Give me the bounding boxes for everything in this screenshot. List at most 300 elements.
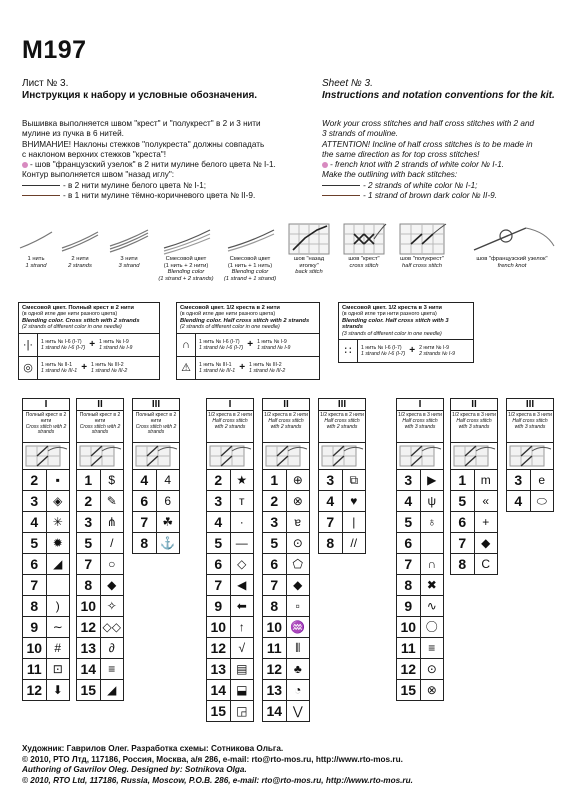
chart-symbol: ⬇ xyxy=(52,683,63,697)
chart-symbol: ⦀ xyxy=(295,641,301,655)
key-row xyxy=(451,533,497,554)
key-column xyxy=(76,398,124,701)
key-column xyxy=(396,398,444,701)
blend-box xyxy=(338,302,474,363)
blend-thread-b-en: 2 strands № I-9 xyxy=(419,351,455,358)
key-row xyxy=(397,554,443,575)
blend-note-ru: (в одной игле две нити разного цвета) xyxy=(22,311,118,318)
legend-label-ru: шов "назад иголку" xyxy=(293,256,325,269)
blend-symbol: ⚠ xyxy=(177,357,196,379)
key-row xyxy=(23,533,69,554)
color-number: 7 xyxy=(77,554,101,574)
line-en: 3 strands of mouline. xyxy=(322,129,399,139)
chart-symbol: ▤ xyxy=(236,662,248,676)
key-column xyxy=(206,398,254,722)
chart-symbol: ) xyxy=(55,599,60,613)
legend-label-ru: Смесовой цвет xyxy=(229,256,271,262)
color-number: 3 xyxy=(397,470,421,490)
chart-symbol: ♥ xyxy=(350,494,358,508)
chart-symbol: ◔ xyxy=(294,683,302,697)
key-header-en: Half cross stitch with 3 strands xyxy=(512,417,548,430)
stitch-diagram-icon xyxy=(451,443,497,470)
color-number: 7 xyxy=(263,575,287,595)
chart-symbol: ♁ xyxy=(427,515,437,529)
legend-label-ru: Смесовой цвет xyxy=(165,256,207,262)
chart-symbol: ɐ xyxy=(294,515,302,529)
palette-roman: II xyxy=(263,399,309,411)
chart-symbol: ⊙ xyxy=(426,662,437,676)
color-number: 5 xyxy=(263,533,287,553)
key-column-header xyxy=(23,411,69,443)
color-number: 9 xyxy=(397,596,421,616)
stitch-diagram-icon xyxy=(263,443,309,470)
blend-note-ru: (в одной игле две нити разного цвета) xyxy=(180,311,276,318)
key-header-en: Half cross stitch with 3 strands xyxy=(456,417,492,430)
key-row xyxy=(263,491,309,512)
french-knot-icon xyxy=(22,162,28,168)
backstitch-brown-icon xyxy=(322,195,360,196)
color-number: 10 xyxy=(207,617,231,637)
chart-symbol: ⊡ xyxy=(52,662,63,676)
key-row xyxy=(397,680,443,700)
key-column xyxy=(132,398,180,554)
chart-symbol: ⊕ xyxy=(292,473,303,487)
palette-roman: II xyxy=(77,399,123,411)
blend-title-en: Blending color. Cross stitch with 2 strands xyxy=(22,317,140,324)
key-row xyxy=(207,659,253,680)
color-number: 3 xyxy=(319,470,343,490)
key-row xyxy=(207,554,253,575)
key-row xyxy=(397,512,443,533)
backstitch-brown-icon xyxy=(22,195,60,196)
color-number: 15 xyxy=(397,680,421,700)
chart-symbol: ∂ xyxy=(108,641,115,655)
blend-title-en: Blending color. Half cross stitch with 3 strands xyxy=(342,317,449,331)
key-row xyxy=(319,512,365,533)
color-number: 13 xyxy=(207,659,231,679)
chart-symbol: ✖ xyxy=(426,578,437,592)
color-number: 4 xyxy=(397,491,421,511)
legend-label-en: french knot xyxy=(497,262,527,269)
color-number: 11 xyxy=(23,659,47,679)
key-column xyxy=(318,398,366,554)
key-row xyxy=(77,491,123,512)
color-number: 12 xyxy=(77,617,101,637)
line-ru: мулине из пучка в 6 нитей. xyxy=(22,129,124,139)
chart-symbol: « xyxy=(482,494,490,508)
key-row xyxy=(23,491,69,512)
color-number: 6 xyxy=(207,554,231,574)
color-number: 12 xyxy=(397,659,421,679)
color-number: 1 xyxy=(77,470,101,490)
color-number: 13 xyxy=(263,680,287,700)
key-row xyxy=(77,554,123,575)
french-knot-icon xyxy=(466,222,558,256)
color-number: 7 xyxy=(451,533,475,553)
color-number: 2 xyxy=(23,470,47,490)
key-column-header xyxy=(77,411,123,443)
color-number: 4 xyxy=(133,470,157,490)
legend-french-knot xyxy=(466,222,558,269)
color-number: 14 xyxy=(207,680,231,700)
knot-note-en: - french knot with 2 strands of white color № I-1. xyxy=(330,160,505,170)
stitch-diagram-icon xyxy=(397,443,443,470)
key-row xyxy=(263,701,309,721)
key-header-en: Half cross stitch with 2 strands xyxy=(268,417,304,430)
chart-symbol: ♒ xyxy=(290,620,306,634)
chart-symbol: — xyxy=(235,536,248,550)
palette-roman: II xyxy=(451,399,497,411)
line-en: ATTENTION! Incline of half cross stitches is to be made in xyxy=(322,139,533,149)
key-row xyxy=(319,533,365,553)
key-column-header xyxy=(507,411,553,443)
key-row xyxy=(77,596,123,617)
color-number: 6 xyxy=(133,491,157,511)
key-row xyxy=(77,617,123,638)
color-number: 7 xyxy=(397,554,421,574)
color-number: 10 xyxy=(397,617,421,637)
blend-thread-b: 1 нить № I-9 xyxy=(257,338,287,345)
color-number: 12 xyxy=(207,638,231,658)
legend-label-en: (1 strand + 1 strand) xyxy=(223,275,277,282)
key-row xyxy=(263,575,309,596)
blend-row xyxy=(19,334,159,357)
key-row xyxy=(207,512,253,533)
blend-box xyxy=(176,302,320,380)
thread-icon xyxy=(18,222,54,256)
key-row xyxy=(77,470,123,491)
color-number: 3 xyxy=(23,491,47,511)
line-ru: Вышивка выполняется швом "крест" и "полукрест" в 2 и 3 нити xyxy=(22,119,261,128)
key-row xyxy=(451,512,497,533)
key-row xyxy=(77,512,123,533)
key-row xyxy=(133,512,179,533)
key-header-ru: Полный крест в 2 нити xyxy=(79,412,121,424)
key-row xyxy=(23,659,69,680)
sheet-number-ru: Лист № 3. xyxy=(22,78,69,89)
color-number: 2 xyxy=(263,491,287,511)
key-row xyxy=(77,575,123,596)
chart-symbol: ★ xyxy=(236,473,248,487)
key-row xyxy=(319,470,365,491)
color-number: 8 xyxy=(397,575,421,595)
blend-thread-b-en: 1 strand № III-2 xyxy=(91,367,128,374)
copyright-en: © 2010, RTO Ltd, 117186, Russia, Moscow, P.O.B. 286, e-mail: rto@rto-mos.ru, http://www.rto-mos.ru. xyxy=(22,775,413,785)
key-column-header xyxy=(133,411,179,443)
chart-symbol: ∿ xyxy=(426,599,437,613)
legend-label-en: 2 strands xyxy=(68,262,92,269)
key-row xyxy=(507,470,553,491)
key-row xyxy=(451,491,497,512)
legend-label-ru: 1 нить xyxy=(27,256,45,262)
chart-symbol: ⬠ xyxy=(292,557,303,571)
color-number: 4 xyxy=(319,491,343,511)
color-number: 10 xyxy=(263,617,287,637)
blend-title-en: Blending color. Half cross stitch with 2 strands xyxy=(180,317,310,324)
plus-icon: + xyxy=(89,338,96,350)
chart-symbol: т xyxy=(239,494,245,508)
chart-symbol: ≡ xyxy=(108,662,116,676)
color-number: 3 xyxy=(77,512,101,532)
key-row xyxy=(77,533,123,554)
key-row xyxy=(23,596,69,617)
blend-note-en: (3 strands of different color in one needle) xyxy=(342,330,442,337)
chart-symbol: ψ xyxy=(427,494,437,508)
color-number: 13 xyxy=(77,638,101,658)
key-header-ru: 1/2 креста в 2 нити xyxy=(264,412,308,418)
key-row xyxy=(207,470,253,491)
key-row xyxy=(451,470,497,491)
legend-label-en: half cross stitch xyxy=(402,262,442,269)
chart-symbol: ◇◇ xyxy=(102,620,121,634)
legend-label-en: 1 strand xyxy=(25,262,47,269)
blend-title-ru: Смесовой цвет. 1/2 креста в 2 нити xyxy=(180,305,280,311)
color-number: 9 xyxy=(23,617,47,637)
credits-en: Authoring of Gavrilov Oleg. Designed by: Sotnikova Olga. xyxy=(22,765,247,774)
color-number: 1 xyxy=(263,470,287,490)
backstitch-2-ru: - в 1 нити мулине тёмно-коричневого цвета № II-9. xyxy=(63,191,256,201)
color-number: 7 xyxy=(133,512,157,532)
blend-thread-b-en: 1 strand № I-9 xyxy=(99,344,133,351)
chart-symbol: | xyxy=(352,515,356,529)
legend-label-ru: 3 нити xyxy=(120,256,138,262)
color-number: 6 xyxy=(23,554,47,574)
key-row xyxy=(397,617,443,638)
color-number: 12 xyxy=(23,680,47,700)
color-number: 10 xyxy=(77,596,101,616)
stitch-diagram-icon xyxy=(77,443,123,470)
chart-symbol xyxy=(47,575,70,595)
blend-thread-a: 1 нить № III-1 xyxy=(199,361,232,368)
legend-half-cross-stitch xyxy=(396,222,448,269)
key-row xyxy=(207,575,253,596)
color-number: 5 xyxy=(207,533,231,553)
key-row xyxy=(207,491,253,512)
legend-1-strand xyxy=(18,222,54,269)
key-row xyxy=(263,512,309,533)
key-row xyxy=(397,638,443,659)
legend-label-en: 3 strand xyxy=(118,262,140,269)
key-row xyxy=(263,470,309,491)
blend-thread-a-en: 1 strand № I-6 (I-7) xyxy=(41,344,86,351)
key-row xyxy=(397,659,443,680)
key-row xyxy=(263,533,309,554)
chart-symbol: ○ xyxy=(108,557,116,571)
legend-label-en: back stitch xyxy=(295,269,323,275)
chart-symbol: ⧉ xyxy=(349,473,359,487)
legend-label-en: Blending color xyxy=(167,269,205,275)
color-number: 8 xyxy=(263,596,287,616)
key-row xyxy=(451,554,497,574)
key-row xyxy=(207,680,253,701)
chart-symbol: ⋁ xyxy=(292,704,303,718)
key-header-en: Cross stitch with 2 strands xyxy=(25,423,67,436)
palette-roman: I xyxy=(207,399,253,411)
key-row xyxy=(263,659,309,680)
legend-label-en: Blending color xyxy=(231,269,269,275)
key-column-header xyxy=(319,411,365,443)
chart-symbol: ◆ xyxy=(107,578,117,592)
key-row xyxy=(319,491,365,512)
key-header-ru: 1/2 креста в 3 нити xyxy=(452,412,496,418)
instructions-en xyxy=(322,78,572,201)
color-number: 11 xyxy=(263,638,287,658)
sheet-number-en: Sheet № 3. xyxy=(322,78,373,89)
blend-thread-icon xyxy=(222,222,278,256)
contour-ru: Контур выполняется швом "назад иглу": xyxy=(22,170,174,180)
key-row xyxy=(397,491,443,512)
color-number: 7 xyxy=(319,512,343,532)
color-number: 10 xyxy=(23,638,47,658)
chart-symbol: ◆ xyxy=(481,536,491,550)
key-row xyxy=(23,470,69,491)
palette-roman: III xyxy=(133,399,179,411)
key-row xyxy=(77,659,123,680)
chart-symbol: ◲ xyxy=(236,704,248,718)
chart-symbol: ☘ xyxy=(162,515,174,529)
legend-cross-stitch xyxy=(340,222,388,269)
color-number: 2 xyxy=(77,491,101,511)
key-row xyxy=(23,554,69,575)
chart-symbol: ⚓ xyxy=(160,536,176,550)
chart-symbol: ✳ xyxy=(52,515,63,529)
plus-icon: + xyxy=(409,345,416,357)
key-column xyxy=(506,398,554,512)
chart-symbol: ✹ xyxy=(52,536,63,550)
instructions-ru xyxy=(22,78,312,201)
backstitch-dark-icon xyxy=(322,185,360,186)
thread-icon xyxy=(108,222,150,256)
chart-symbol: 4 xyxy=(164,473,172,487)
line-en: the same direction as for top cross stitches! xyxy=(322,149,480,159)
color-number: 3 xyxy=(207,491,231,511)
chart-symbol: ◀ xyxy=(237,578,247,592)
palette-roman: I xyxy=(397,399,443,411)
half-cross-stitch-icon xyxy=(396,222,448,256)
copyright-ru: © 2010, РТО Лтд, 117186, Россия, Москва, а/я 286, e-mail: rto@rto-mos.ru, http://www.rto-mos.ru. xyxy=(22,754,403,764)
chart-symbol: ▶ xyxy=(427,473,437,487)
key-header-en: Half cross stitch with 3 strands xyxy=(402,417,438,430)
blend-thread-a-en: 1 strand № I-6 (I-7) xyxy=(361,351,406,358)
backstitch-1-ru: - в 2 нити мулине белого цвета № I-1; xyxy=(63,180,207,190)
thread-icon xyxy=(60,222,100,256)
color-number: 15 xyxy=(77,680,101,700)
blend-row xyxy=(177,357,319,379)
palette-roman: III xyxy=(319,399,365,411)
legend-blend-1-1 xyxy=(222,222,278,282)
key-column-header xyxy=(207,411,253,443)
blend-row xyxy=(177,334,319,357)
legend-back-stitch xyxy=(285,222,333,276)
blend-thread-b: 1 нить № III-2 xyxy=(91,361,124,368)
blend-note-ru: (в одной игле три нити разного цвета) xyxy=(342,311,437,318)
color-number: 8 xyxy=(23,596,47,616)
blend-note-en: (2 strands of different color in one needle) xyxy=(22,324,122,331)
color-number: 6 xyxy=(451,512,475,532)
blend-row xyxy=(339,340,473,362)
chart-symbol: ▫ xyxy=(295,599,300,613)
chart-symbol: ⬓ xyxy=(236,683,248,697)
stitch-diagram-icon xyxy=(207,443,253,470)
key-row xyxy=(23,617,69,638)
key-column xyxy=(22,398,70,701)
blend-thread-icon xyxy=(158,222,214,256)
blend-row xyxy=(19,357,159,379)
key-row xyxy=(397,596,443,617)
chart-symbol: 6 xyxy=(164,494,172,508)
blend-thread-b-en: 1 strand № III-2 xyxy=(249,367,286,374)
key-column xyxy=(450,398,498,575)
chart-symbol: ⊗ xyxy=(292,494,303,508)
color-number: 5 xyxy=(23,533,47,553)
chart-symbol: 〇 xyxy=(425,620,438,634)
key-header-ru: 1/2 креста в 3 нити xyxy=(508,412,552,418)
palette-roman: III xyxy=(507,399,553,411)
chart-symbol: e xyxy=(538,473,546,487)
backstitch-dark-icon xyxy=(22,185,60,186)
color-number: 14 xyxy=(77,659,101,679)
legend-label-ru: шов "французский узелок" xyxy=(476,256,548,262)
credits-ru: Художник: Гаврилов Олег. Разработка схемы: Сотникова Ольга. xyxy=(22,744,284,753)
title-ru: Инструкция к набору и условные обозначения. xyxy=(22,90,258,101)
chart-symbol: ≡ xyxy=(428,641,436,655)
kit-code: M197 xyxy=(22,36,87,64)
chart-symbol: ⬭ xyxy=(536,494,547,508)
color-number: 4 xyxy=(507,491,531,511)
chart-symbol: ∼ xyxy=(52,620,63,634)
key-row xyxy=(263,596,309,617)
blend-thread-b-en: 1 strand № I-9 xyxy=(257,344,291,351)
chart-symbol: ✧ xyxy=(106,599,117,613)
blend-title-ru: Смесовой цвет. Полный крест в 2 нити xyxy=(22,305,134,311)
blend-thread-a: 1 нить № I-6 (I-7) xyxy=(41,338,82,345)
key-row xyxy=(23,512,69,533)
stitch-diagram-icon xyxy=(23,443,69,470)
color-number: 3 xyxy=(263,512,287,532)
color-number: 8 xyxy=(77,575,101,595)
stitch-diagram-icon xyxy=(507,443,553,470)
color-number: 7 xyxy=(23,575,47,595)
color-number: 12 xyxy=(263,659,287,679)
chart-symbol: ✎ xyxy=(106,494,117,508)
legend-label-en: cross stitch xyxy=(349,262,379,269)
chart-symbol: # xyxy=(54,641,62,655)
key-row xyxy=(23,680,69,700)
plus-icon: + xyxy=(81,361,88,373)
plus-icon: + xyxy=(247,338,254,350)
blend-note-en: (2 strands of different color in one needle) xyxy=(180,324,280,331)
color-number: 14 xyxy=(263,701,287,721)
key-header-ru: Полный крест в 2 нити xyxy=(135,412,177,424)
color-number: 8 xyxy=(133,533,157,553)
key-header-en: Cross stitch with 2 strands xyxy=(79,423,121,436)
french-knot-icon xyxy=(322,162,328,168)
key-row xyxy=(207,596,253,617)
key-row xyxy=(207,533,253,554)
blend-thread-b: 2 нити № I-9 xyxy=(419,345,449,352)
key-column-header xyxy=(397,411,443,443)
color-number: 8 xyxy=(319,533,343,553)
color-number: 9 xyxy=(207,596,231,616)
key-row xyxy=(263,680,309,701)
key-row xyxy=(507,491,553,511)
key-header-ru: Полный крест в 2 нити xyxy=(25,412,67,424)
legend-label-ru: 2 нити xyxy=(71,256,89,262)
chart-symbol: ⊙ xyxy=(292,536,303,550)
color-number: 1 xyxy=(451,470,475,490)
blend-thread-b: 1 нить № I-9 xyxy=(99,338,129,345)
chart-symbol: √ xyxy=(238,641,246,655)
